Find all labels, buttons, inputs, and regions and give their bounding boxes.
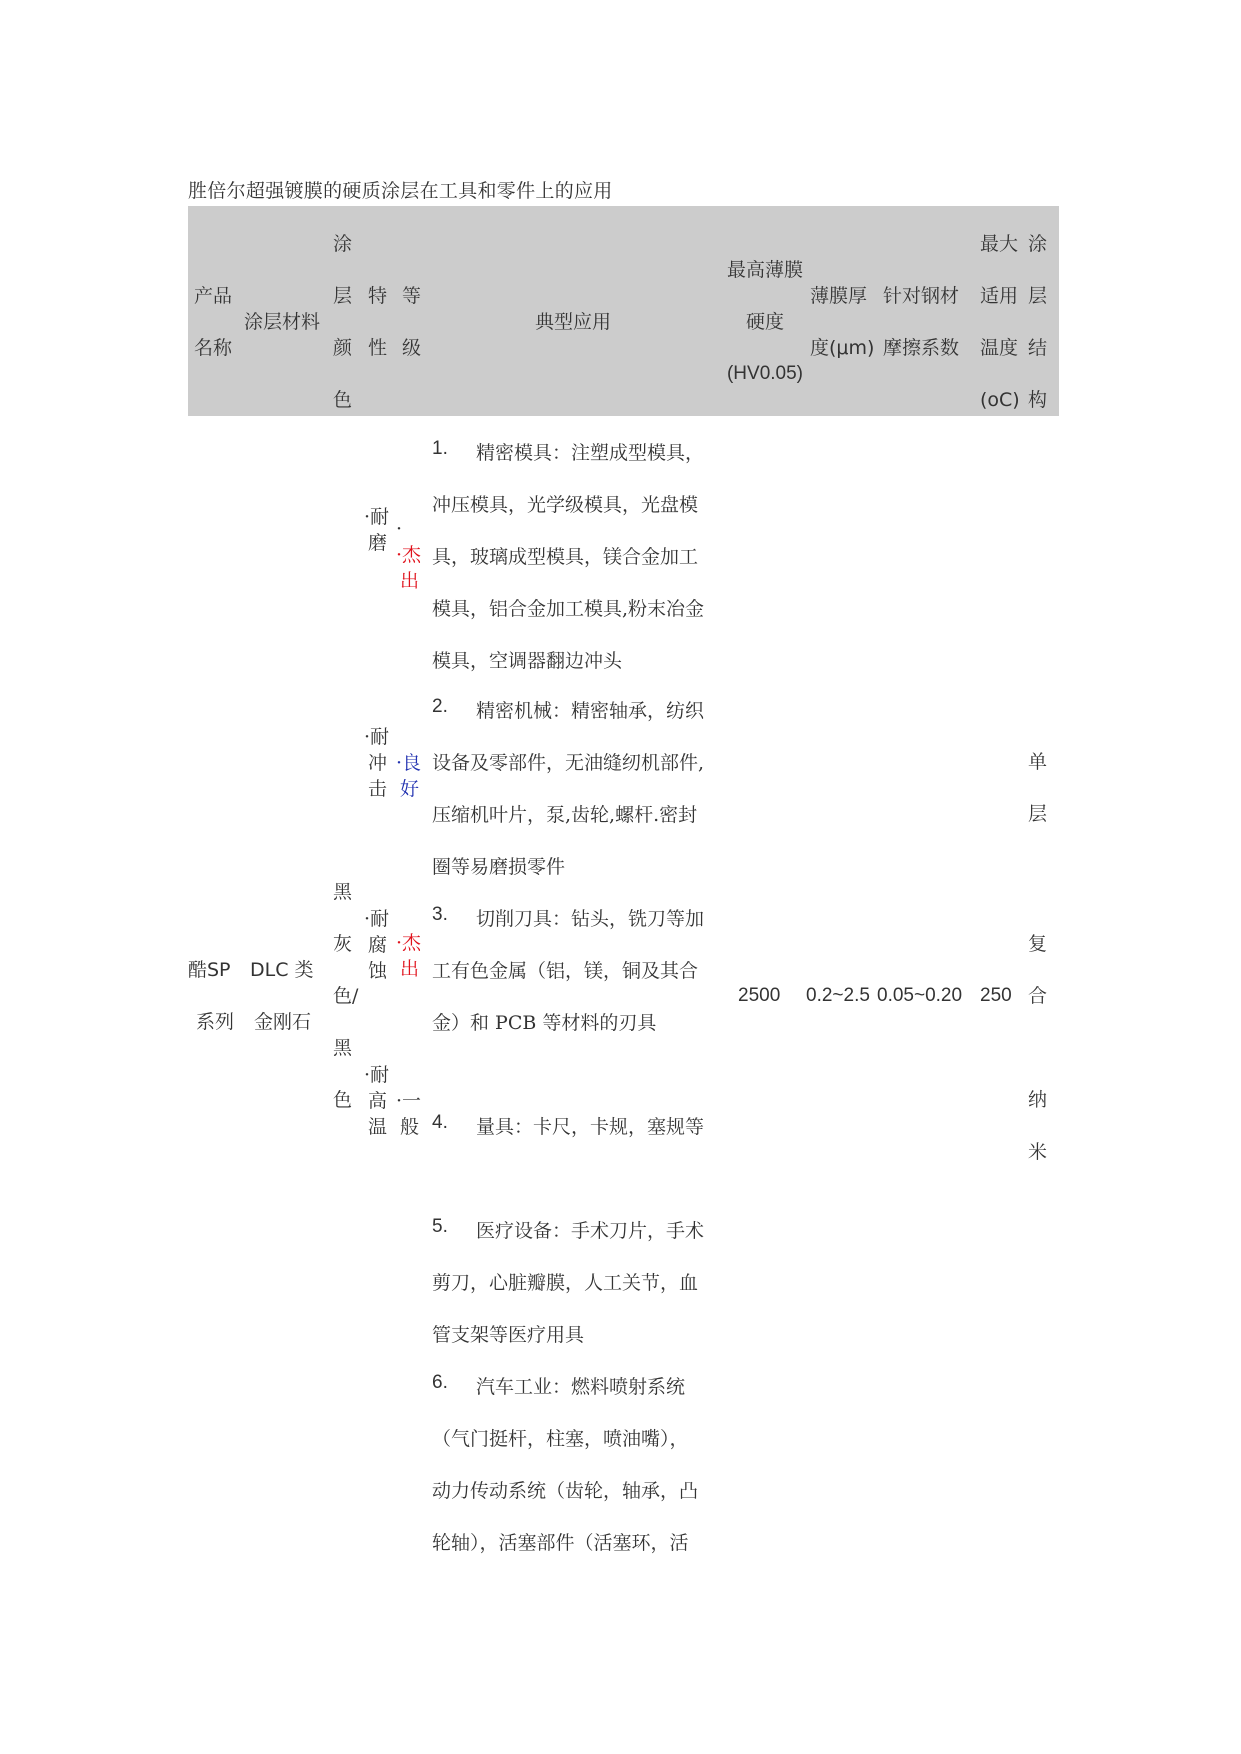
row-material: DLC 类 金刚石 <box>250 959 314 1033</box>
application-number: 3. <box>432 904 448 925</box>
application-line: 设备及零部件，无油缝纫机部件, <box>432 752 705 774</box>
application-line: 切削刀具：钻头，铣刀等加 <box>476 908 705 930</box>
row-grade-heat: ·一 般 <box>396 1090 422 1138</box>
header-friction: 针对钢材 摩擦系数 <box>883 285 960 359</box>
row-grade-corrosion: ·杰 出 <box>396 932 422 980</box>
page-title: 胜倍尔超强镀膜的硬质涂层在工具和零件上的应用 <box>188 180 613 202</box>
application-line: 模具，空调器翻边冲头 <box>432 650 623 672</box>
header-structure: 涂 层 结 构 <box>1028 233 1048 411</box>
application-number: 4. <box>432 1112 448 1133</box>
application-line: 量具：卡尺，卡规，塞规等 <box>476 1116 705 1138</box>
row-structure-nano: 纳 米 <box>1028 1089 1048 1163</box>
application-line: 轮轴），活塞部件（活塞环，活 <box>432 1532 689 1554</box>
application-line: 汽车工业：燃料喷射系统 <box>476 1376 686 1398</box>
header-color: 涂 层 颜 色 <box>333 233 353 411</box>
application-line: （气门挺杆，柱塞，喷油嘴）， <box>432 1428 689 1450</box>
application-line: 剪刀，心脏瓣膜，人工关节，血 <box>432 1272 699 1294</box>
row-feature-impact: ·耐 冲 击 <box>364 726 390 800</box>
header-grade: 等 级 <box>402 285 422 359</box>
header-application: 典型应用 <box>535 311 612 333</box>
header-material: 涂层材料 <box>244 311 321 333</box>
row-friction: 0.05~0.20 <box>877 985 963 1006</box>
application-number: 1. <box>432 438 448 459</box>
application-line: 冲压模具，光学级模具，光盘模 <box>432 494 699 516</box>
row-color: 黑 灰 色/ 黑 色 <box>333 881 359 1111</box>
row-hardness: 2500 <box>738 985 781 1006</box>
row-product: 酷SP 系列 <box>188 959 235 1033</box>
application-line: 具，玻璃成型模具，镁合金加工 <box>432 546 699 568</box>
application-line: 动力传动系统（齿轮，轴承，凸 <box>432 1480 699 1502</box>
row-structure-composite: 复 合 <box>1028 933 1048 1007</box>
application-number: 5. <box>432 1216 448 1237</box>
application-line: 精密机械：精密轴承，纺织 <box>476 700 705 722</box>
application-line: 医疗设备：手术刀片，手术 <box>476 1220 705 1242</box>
row-structure-single: 单 层 <box>1028 751 1048 825</box>
application-line: 模具，铝合金加工模具,粉末冶金 <box>432 598 705 620</box>
application-line: 压缩机叶片，泵,齿轮,螺杆.密封 <box>432 804 698 826</box>
application-line: 精密模具：注塑成型模具， <box>476 442 705 464</box>
header-product: 产品 名称 <box>194 285 233 359</box>
row-temp: 250 <box>980 985 1012 1006</box>
application-number: 2. <box>432 696 448 717</box>
application-number: 6. <box>432 1372 448 1393</box>
application-line: 工有色金属（铝，镁，铜及其合 <box>432 960 699 982</box>
header-thickness: 薄膜厚 度(μm) <box>810 285 875 359</box>
header-hardness: 最高薄膜 硬度 (HV0.05) <box>726 259 804 384</box>
row-grade-wear: · ·杰 出 <box>396 518 422 592</box>
application-line: 管支架等医疗用具 <box>432 1324 585 1346</box>
header-temp: 最大 适用 温度 (oC) <box>980 233 1020 411</box>
application-line: 圈等易磨损零件 <box>432 856 566 878</box>
row-feature-wear: ·耐 磨 <box>364 506 390 554</box>
row-thickness: 0.2~2.5 <box>806 985 870 1006</box>
header-feature: 特 性 <box>368 285 388 359</box>
row-grade-impact: ·良 好 <box>396 752 422 800</box>
row-feature-heat: ·耐 高 温 <box>364 1064 390 1138</box>
row-feature-corrosion: ·耐 腐 蚀 <box>364 908 390 982</box>
application-line: 金）和 PCB 等材料的刃具 <box>432 1012 657 1034</box>
